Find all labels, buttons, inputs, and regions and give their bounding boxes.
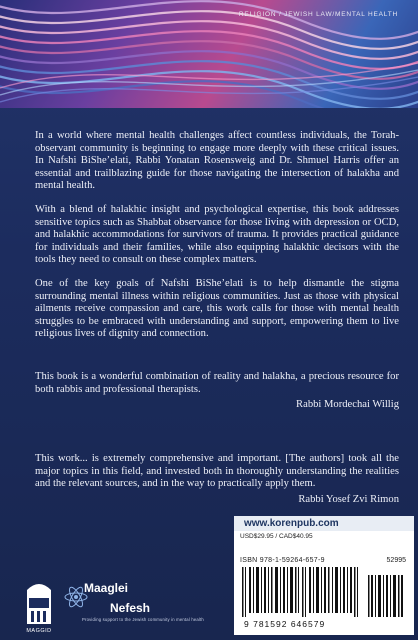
decorative-header-band bbox=[0, 0, 418, 108]
endorsement-text: This book is a wonderful combination of reality and halakha, a precious resource for both rabbis and professional therapists. bbox=[35, 371, 399, 395]
barcode-panel bbox=[234, 531, 414, 635]
endorsement-author: Rabbi Mordechai Willig bbox=[296, 399, 399, 411]
barcode-digits: 9 781592 646579 bbox=[244, 619, 326, 629]
endorsement-author: Rabbi Yosef Zvi Rimon bbox=[298, 493, 399, 505]
endorsement-1 bbox=[35, 371, 399, 412]
partner-tagline: Providing support to the Jewish community in mental health bbox=[82, 617, 204, 622]
barcode-addon: 52995 bbox=[386, 557, 406, 564]
endorsement-text: This work... is extremely comprehensive and important. [The authors] took all the major topics in this field, and invested both in thoroughly understanding the realities and the relevant sources, and in the way to practically apply them. bbox=[35, 453, 399, 490]
endorsement-2 bbox=[35, 453, 399, 506]
price-label: USD$29.95 / CAD$40.95 bbox=[240, 533, 313, 540]
description-block bbox=[35, 130, 399, 352]
maggid-imprint: MAGGID bbox=[26, 628, 52, 634]
partner-name-line1: Maaglei bbox=[84, 581, 129, 595]
description-paragraph-2: With a blend of halakhic insight and psychological expertise, this book addresses sensitive topics such as Shabbat observance for those living with depression or OCD, and halakhic accommodations for survivors of trauma. It provides practical guidance for individuals and their families, while also equipping halakhic decisors with the tools they need to consult on these complex matters. bbox=[35, 203, 399, 266]
isbn-label: ISBN 978-1-59264-657-9 bbox=[240, 557, 325, 564]
maggid-building-logo-icon bbox=[25, 578, 53, 626]
barcode-bars bbox=[240, 567, 408, 617]
description-paragraph-3: One of the key goals of Nafshi BiShe’elati is to help dismantle the stigma surrounding mental illness within religious communities. Just as those with physical ailments receive compassion and care, this work calls for those with mental health struggles to be embraced with understanding and support, empowering them to live religious lives of dignity and connection. bbox=[35, 277, 399, 340]
publisher-url: www.korenpub.com bbox=[234, 516, 414, 531]
partner-name-line2: Nefesh bbox=[110, 601, 151, 615]
category-label: RELIGION / JEWISH LAW/MENTAL HEALTH bbox=[238, 11, 398, 18]
description-paragraph-1: In a world where mental health challenges affect countless individuals, the Torah-observant community is beginning to engage more deeply with these critical issues. In Nafshi BiShe’elati, Rabbi Yonatan Rosensweig and Dr. Shmuel Harris offer an essential and trailblazing guide for those navigating the intersection of halakha and mental health. bbox=[35, 130, 399, 192]
